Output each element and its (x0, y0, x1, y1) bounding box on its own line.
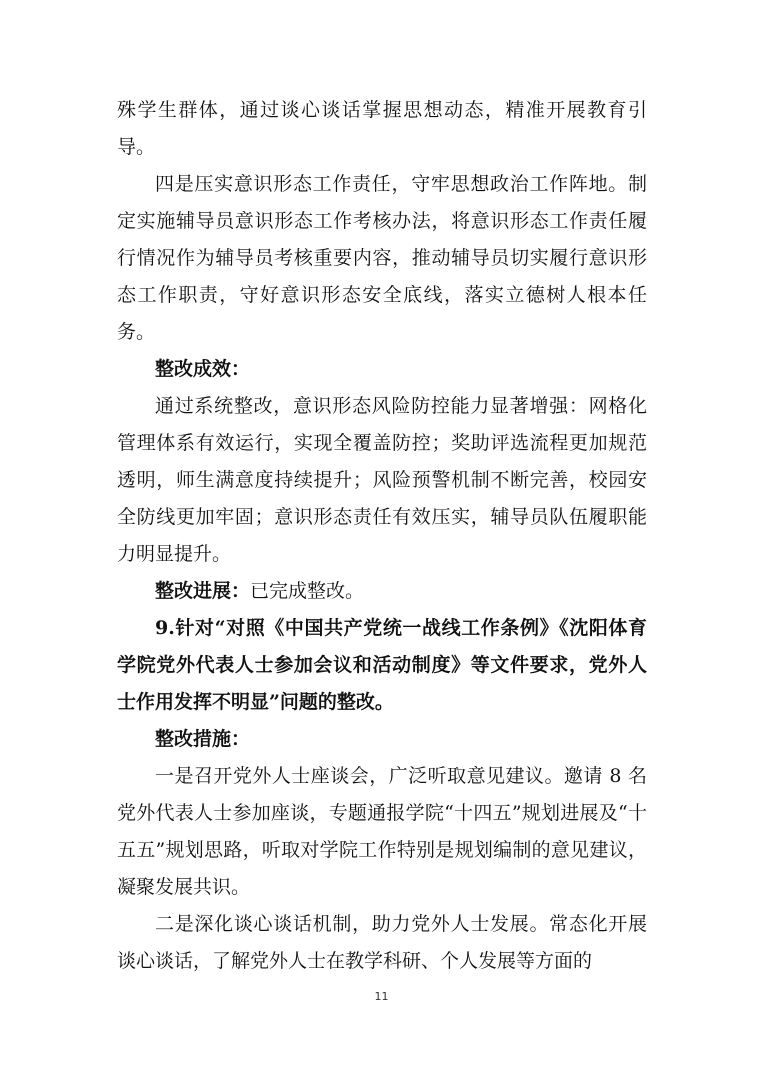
heading-rectification-measures: 整改措施： (155, 728, 251, 750)
paragraph-measure-two: 二是深化谈心谈话机制，助力党外人士发展。常态化开展谈心谈话，了解党外人士在教学科研、个人发展等方面的 (117, 913, 647, 972)
paragraph-continuation: 殊学生群体，通过谈心谈话掌握思想动态，精准开展教育引导。 (117, 99, 647, 158)
progress-value: 已完成整改。 (250, 580, 365, 602)
heading-item-nine: 9.针对“对照《中国共产党统一战线工作条例》《沈阳体育学院党外代表人士参加会议和活动制度》等文件要求，党外人士作用发挥不明显”问题的整改。 (117, 617, 647, 713)
body-text (117, 92, 647, 980)
heading-rectification-result: 整改成效： (155, 358, 251, 380)
paragraph-measure-one: 一是召开党外人士座谈会，广泛听取意见建议。邀请 8 名党外代表人士参加座谈，专题通报学院“十四五”规划进展及“十五五”规划思路，听取对学院工作特别是规划编制的意见建议，凝聚发展共识。 (117, 765, 647, 898)
paragraph-rectification-progress (117, 573, 647, 610)
progress-label: 整改进展： (155, 580, 251, 602)
page-number: 11 (374, 990, 389, 1003)
paragraph-rectification-result: 通过系统整改，意识形态风险防控能力显著增强：网格化管理体系有效运行，实现全覆盖防控；奖助评选流程更加规范透明，师生满意度持续提升；风险预警机制不断完善，校园安全防线更加牢固；意识形态责任有效压实，辅导员队伍履职能力明显提升。 (117, 395, 647, 565)
paragraph-measure-four: 四是压实意识形态工作责任，守牢思想政治工作阵地。制定实施辅导员意识形态工作考核办法，将意识形态工作责任履行情况作为辅导员考核重要内容，推动辅导员切实履行意识形态工作职责，守好意识形态安全底线，落实立德树人根本任务。 (117, 173, 647, 343)
